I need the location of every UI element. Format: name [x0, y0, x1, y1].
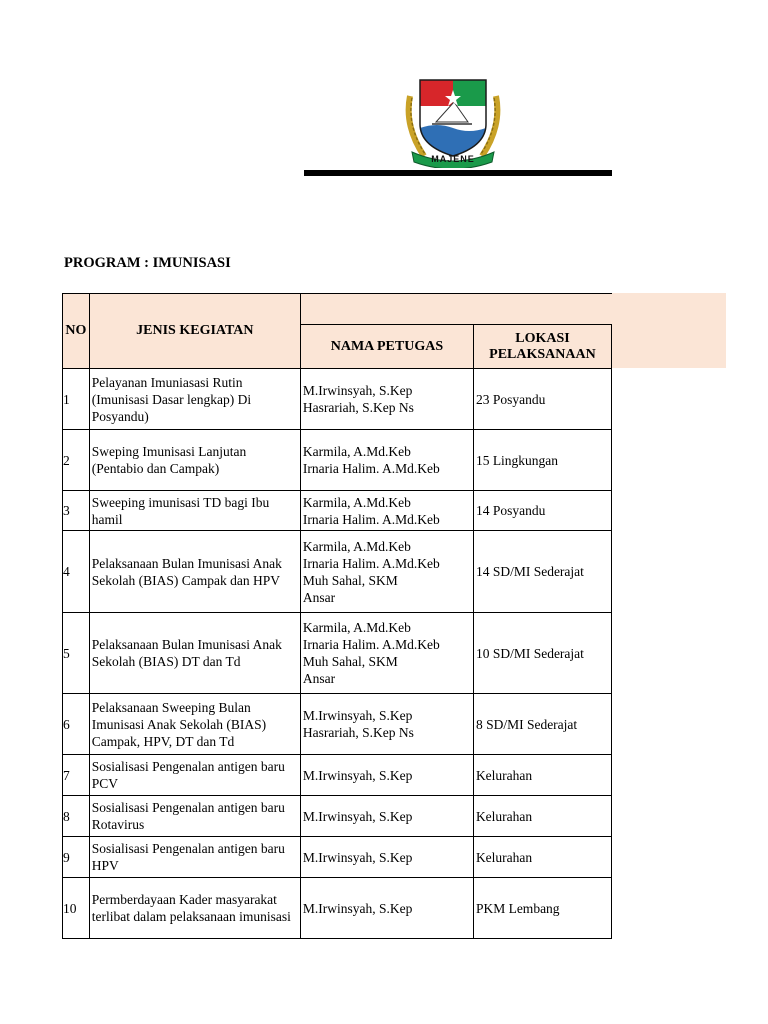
row-lokasi: Kelurahan — [473, 755, 611, 796]
row-lokasi: 10 SD/MI Sederajat — [473, 613, 611, 694]
petugas-name: Muh Sahal, SKM — [302, 654, 398, 669]
row-lokasi: 14 SD/MI Sederajat — [473, 531, 611, 613]
row-number: 8 — [63, 796, 90, 837]
row-petugas — [300, 694, 473, 755]
row-kegiatan: Pelaksanaan Bulan Imunisasi Anak Sekolah (BIAS) Campak dan HPV — [89, 531, 300, 613]
row-lokasi: Kelurahan — [473, 796, 611, 837]
row-lokasi: 8 SD/MI Sederajat — [473, 694, 611, 755]
petugas-name: Karmila, A.Md.Keb — [302, 494, 411, 510]
row-number: 9 — [63, 837, 90, 878]
row-petugas — [300, 491, 473, 531]
activity-table — [62, 293, 612, 939]
petugas-name: M.Irwinsyah, S.Kep — [302, 900, 413, 916]
row-kegiatan: Pelayanan Imuniasasi Rutin (Imunisasi Dasar lengkap) Di Posyandu) — [89, 369, 300, 430]
row-number: 5 — [63, 613, 90, 694]
petugas-name: Muh Sahal, SKM — [302, 572, 398, 588]
row-petugas — [300, 369, 473, 430]
header-no: NO — [63, 294, 90, 369]
row-number: 10 — [63, 878, 90, 939]
table-row — [63, 613, 612, 694]
table-row — [63, 694, 612, 755]
petugas-name: Irnaria Halim. A.Md.Keb — [302, 555, 440, 571]
table-body — [63, 369, 612, 939]
row-number: 1 — [63, 369, 90, 430]
petugas-name: M.Irwinsyah, S.Kep — [302, 708, 413, 723]
row-petugas — [300, 878, 473, 939]
row-kegiatan: Sosialisasi Pengenalan antigen baru PCV — [89, 755, 300, 796]
petugas-name: Hasrariah, S.Kep Ns — [302, 725, 414, 740]
petugas-name: Ansar — [302, 589, 336, 605]
row-kegiatan: Pelaksanaan Bulan Imunisasi Anak Sekolah (BIAS) DT dan Td — [89, 613, 300, 694]
table-row — [63, 796, 612, 837]
row-number: 6 — [63, 694, 90, 755]
row-petugas — [300, 613, 473, 694]
row-petugas — [300, 430, 473, 491]
row-kegiatan: Pelaksanaan Sweeping Bulan Imunisasi Anak Sekolah (BIAS) Campak, HPV, DT dan Td — [89, 694, 300, 755]
header-lokasi-line-2: PELAKSANAAN — [489, 346, 596, 362]
table-row — [63, 430, 612, 491]
petugas-name: M.Irwinsyah, S.Kep — [302, 849, 413, 865]
petugas-name: M.Irwinsyah, S.Kep — [302, 383, 413, 398]
header-band-extension — [611, 293, 726, 368]
header-divider — [304, 170, 612, 176]
emblem-ribbon-text: MAJENE — [431, 154, 475, 164]
row-kegiatan: Sweeping imunisasi TD bagi Ibu hamil — [89, 491, 300, 531]
header-jenis-kegiatan: JENIS KEGIATAN — [89, 294, 300, 369]
row-petugas — [300, 796, 473, 837]
petugas-name: Karmila, A.Md.Keb — [302, 538, 411, 554]
row-lokasi: PKM Lembang — [473, 878, 611, 939]
row-number: 4 — [63, 531, 90, 613]
table-row — [63, 491, 612, 531]
petugas-name: Ansar — [302, 671, 336, 686]
row-petugas — [300, 837, 473, 878]
majene-emblem-logo — [402, 76, 504, 168]
petugas-name: M.Irwinsyah, S.Kep — [302, 808, 413, 824]
row-lokasi: Kelurahan — [473, 837, 611, 878]
petugas-name: Karmila, A.Md.Keb — [302, 620, 411, 635]
table-row — [63, 531, 612, 613]
petugas-name: Irnaria Halim. A.Md.Keb — [302, 461, 440, 476]
table-row — [63, 755, 612, 796]
petugas-name: Hasrariah, S.Kep Ns — [302, 400, 414, 415]
row-kegiatan: Sosialisasi Pengenalan antigen baru Rotavirus — [89, 796, 300, 837]
row-lokasi: 15 Lingkungan — [473, 430, 611, 491]
program-title: PROGRAM : IMUNISASI — [64, 255, 231, 271]
row-petugas — [300, 531, 473, 613]
row-lokasi: 23 Posyandu — [473, 369, 611, 430]
row-number: 2 — [63, 430, 90, 491]
row-kegiatan: Sweping Imunisasi Lanjutan (Pentabio dan Campak) — [89, 430, 300, 491]
header-lokasi-pelaksanaan — [473, 325, 611, 369]
petugas-name: M.Irwinsyah, S.Kep — [302, 767, 413, 783]
table-row — [63, 837, 612, 878]
petugas-name: Irnaria Halim. A.Md.Keb — [302, 511, 440, 527]
petugas-name: Karmila, A.Md.Keb — [302, 444, 411, 459]
row-kegiatan: Sosialisasi Pengenalan antigen baru HPV — [89, 837, 300, 878]
header-blank-band — [300, 294, 611, 325]
row-number: 3 — [63, 491, 90, 531]
row-petugas — [300, 755, 473, 796]
header-lokasi-line-1: LOKASI — [515, 330, 570, 346]
row-lokasi: 14 Posyandu — [473, 491, 611, 531]
row-kegiatan: Permberdayaan Kader masyarakat terlibat dalam pelaksanaan imunisasi — [89, 878, 300, 939]
table-row — [63, 369, 612, 430]
table-row — [63, 878, 612, 939]
header-nama-petugas: NAMA PETUGAS — [300, 325, 473, 369]
row-number: 7 — [63, 755, 90, 796]
petugas-name: Irnaria Halim. A.Md.Keb — [302, 637, 440, 652]
